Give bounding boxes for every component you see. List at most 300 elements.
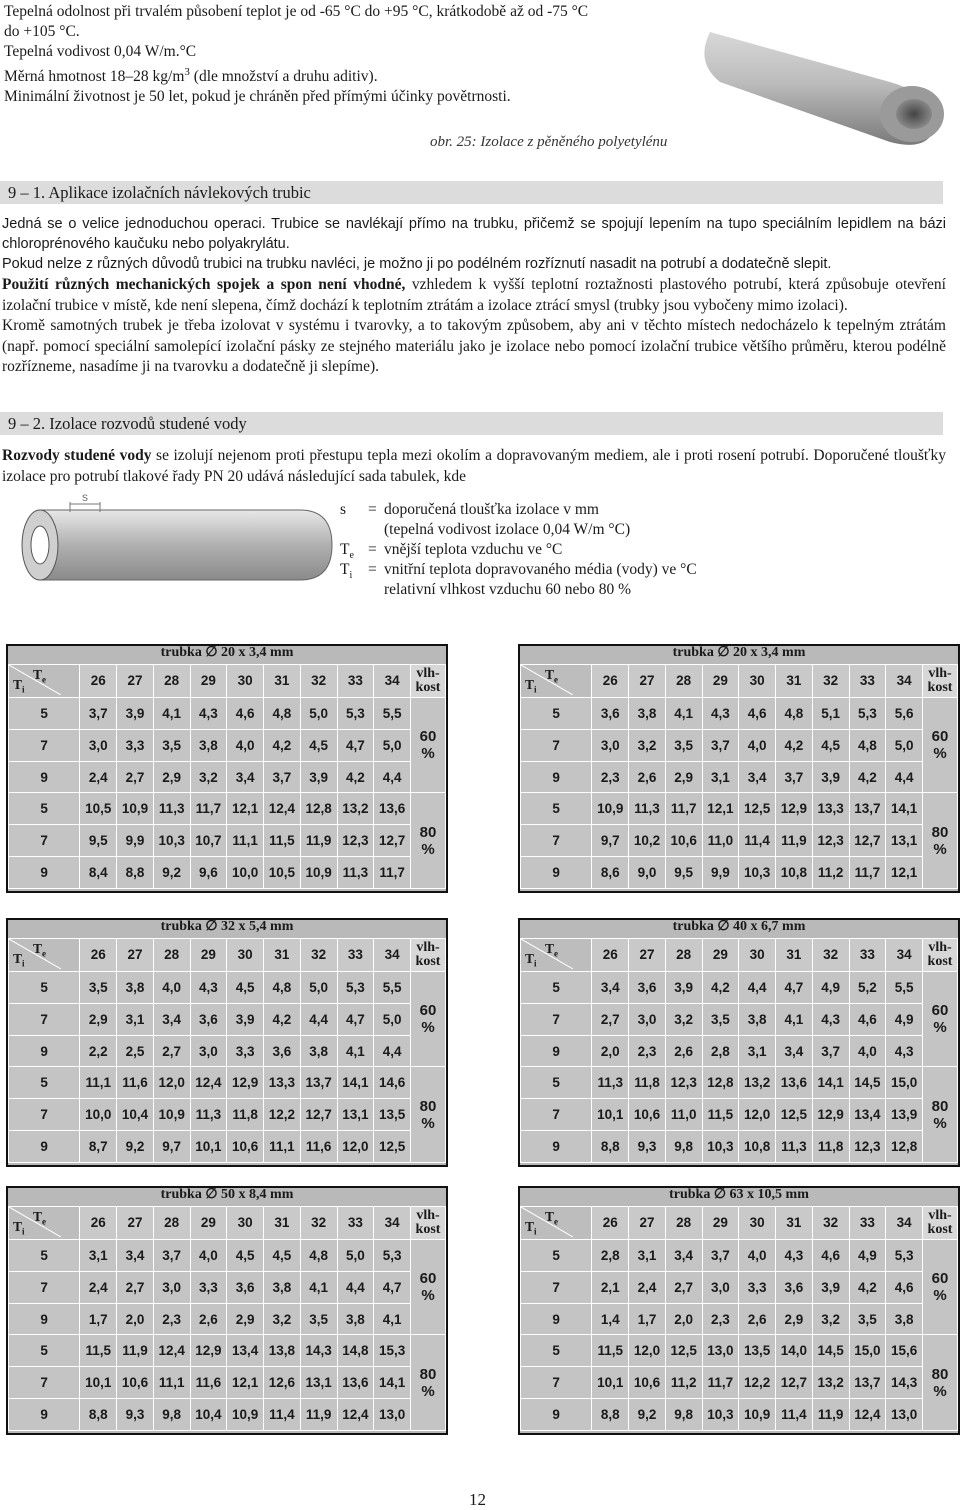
value-cell: 10,7 (190, 825, 227, 857)
table-row (9, 1335, 446, 1367)
definition-symbol: s (340, 501, 347, 518)
te-label: $T_e$ (33, 941, 47, 959)
value-cell: 13,1 (300, 1367, 337, 1399)
value-cell: 4,7 (776, 971, 813, 1003)
value-cell: 12,0 (739, 1099, 776, 1131)
value-cell: 4,4 (374, 1035, 411, 1067)
ti-cell: 7 (9, 1003, 80, 1035)
table-row (9, 1303, 446, 1335)
ti-cell: 5 (9, 793, 80, 825)
value-cell: 3,8 (300, 1035, 337, 1067)
te-header-cell: 27 (117, 939, 154, 972)
value-cell: 4,6 (886, 1271, 923, 1303)
value-cell: 9,7 (153, 1131, 190, 1163)
value-cell: 4,3 (702, 697, 739, 729)
value-cell: 13,5 (374, 1099, 411, 1131)
value-cell: 11,4 (776, 1399, 813, 1431)
value-cell: 12,9 (776, 793, 813, 825)
value-cell: 4,4 (300, 1003, 337, 1035)
humidity-header-cell: vlh-kost (411, 939, 446, 972)
value-cell: 12,3 (665, 1067, 702, 1099)
table-row (521, 1399, 958, 1431)
value-cell: 3,4 (739, 761, 776, 793)
value-cell: 8,8 (592, 1399, 629, 1431)
insulation-table (518, 1186, 960, 1435)
definition-text: vnější teplota vzduchu ve °C (384, 541, 563, 558)
ti-cell: 7 (9, 1271, 80, 1303)
value-cell: 2,1 (592, 1271, 629, 1303)
value-cell: 13,7 (849, 1367, 886, 1399)
value-cell: 10,5 (80, 793, 117, 825)
intro-text (4, 2, 684, 107)
ti-cell: 7 (9, 1099, 80, 1131)
value-cell: 11,3 (776, 1131, 813, 1163)
te-header-cell: 28 (153, 1207, 190, 1240)
definition-text: vnitřní teplota dopravovaného média (vody) ve °C (384, 561, 697, 578)
value-cell: 15,6 (886, 1335, 923, 1367)
value-cell: 3,3 (117, 729, 154, 761)
value-cell: 10,9 (739, 1399, 776, 1431)
value-cell: 2,0 (665, 1303, 702, 1335)
table-row (521, 1003, 958, 1035)
value-cell: 11,3 (153, 793, 190, 825)
value-cell: 4,6 (812, 1239, 849, 1271)
value-cell: 4,5 (812, 729, 849, 761)
value-cell: 10,1 (592, 1367, 629, 1399)
value-cell: 4,6 (739, 697, 776, 729)
value-cell: 12,5 (776, 1099, 813, 1131)
value-cell: 9,3 (629, 1131, 666, 1163)
table-row (9, 1099, 446, 1131)
ti-cell: 9 (9, 1303, 80, 1335)
value-cell: 14,1 (886, 793, 923, 825)
bold-lead: Rozvody studené vody (2, 447, 152, 464)
value-cell: 4,0 (739, 729, 776, 761)
humidity-60-cell: 60 % (411, 697, 446, 793)
value-cell: 10,8 (739, 1131, 776, 1163)
section2-body (2, 446, 946, 487)
value-cell: 11,3 (629, 793, 666, 825)
humidity-80-cell: 80 % (923, 1335, 958, 1431)
value-cell: 11,6 (190, 1367, 227, 1399)
value-cell: 4,2 (776, 729, 813, 761)
value-cell: 3,0 (80, 729, 117, 761)
density-tail: (dle množství a druhu aditiv). (189, 68, 378, 86)
value-cell: 3,8 (629, 697, 666, 729)
humidity-header-cell: vlh-kost (411, 1207, 446, 1240)
table-row (9, 1067, 446, 1099)
value-cell: 4,0 (227, 729, 264, 761)
insulation-table (6, 644, 448, 893)
value-cell: 10,1 (592, 1099, 629, 1131)
value-cell: 2,7 (117, 1271, 154, 1303)
table-row (9, 1239, 446, 1271)
value-cell: 2,9 (776, 1303, 813, 1335)
value-cell: 14,3 (300, 1335, 337, 1367)
value-cell: 10,3 (153, 825, 190, 857)
value-cell: 12,7 (374, 825, 411, 857)
pipe-insulation-diagram (10, 490, 340, 590)
value-cell: 9,2 (153, 857, 190, 889)
value-cell: 12,1 (227, 1367, 264, 1399)
te-header-cell: 27 (629, 939, 666, 972)
value-cell: 13,7 (300, 1067, 337, 1099)
value-cell: 9,5 (80, 825, 117, 857)
value-cell: 2,3 (153, 1303, 190, 1335)
value-cell: 11,9 (300, 825, 337, 857)
ti-cell: 9 (521, 857, 592, 889)
value-cell: 11,7 (665, 793, 702, 825)
value-cell: 11,1 (153, 1367, 190, 1399)
value-cell: 13,3 (264, 1067, 301, 1099)
value-cell: 4,1 (665, 697, 702, 729)
value-cell: 2,6 (739, 1303, 776, 1335)
value-cell: 11,4 (264, 1399, 301, 1431)
value-cell: 12,9 (227, 1067, 264, 1099)
value-cell: 13,2 (812, 1367, 849, 1399)
value-cell: 5,0 (374, 729, 411, 761)
te-header-cell: 29 (190, 1207, 227, 1240)
value-cell: 2,7 (665, 1271, 702, 1303)
value-cell: 11,5 (702, 1099, 739, 1131)
value-cell: 3,2 (665, 1003, 702, 1035)
value-cell: 11,8 (812, 1131, 849, 1163)
value-cell: 3,9 (812, 1271, 849, 1303)
value-cell: 1,7 (629, 1303, 666, 1335)
te-header-cell: 34 (374, 1207, 411, 1240)
humidity-60-cell: 60 % (923, 1239, 958, 1335)
paragraph: Kromě samotných trubek je třeba izolovat v systému i tvarovky, a to takovým způsobem, aby ani v těchto místech nedocházelo k tepelným ztrátám (např. pomocí speciální samolepící izolační pásky ze stejného materiálu jako je izolace nebo pomocí izolační trubice většího průměru, kterou podélně rozřízneme, nasadíme ji na tvarovku a dodatečně ji slepíme). (2, 317, 946, 375)
value-cell: 2,9 (80, 1003, 117, 1035)
value-cell: 12,3 (849, 1131, 886, 1163)
table-header-row (521, 665, 958, 698)
value-cell: 13,6 (776, 1067, 813, 1099)
value-cell: 8,7 (80, 1131, 117, 1163)
value-cell: 10,6 (629, 1367, 666, 1399)
value-cell: 3,7 (702, 1239, 739, 1271)
value-cell: 10,0 (80, 1099, 117, 1131)
ti-label: $T_i$ (525, 677, 537, 695)
table-row (9, 793, 446, 825)
value-cell: 12,4 (153, 1335, 190, 1367)
value-cell: 4,4 (374, 761, 411, 793)
value-cell: 11,3 (337, 857, 374, 889)
value-cell: 12,7 (849, 825, 886, 857)
te-header-cell: 29 (190, 939, 227, 972)
value-cell: 13,0 (374, 1399, 411, 1431)
value-cell: 4,5 (227, 1239, 264, 1271)
te-header-cell: 33 (337, 1207, 374, 1240)
value-cell: 2,9 (153, 761, 190, 793)
value-cell: 11,8 (227, 1099, 264, 1131)
value-cell: 11,1 (80, 1067, 117, 1099)
value-cell: 3,7 (153, 1239, 190, 1271)
te-header-cell: 28 (665, 1207, 702, 1240)
table-row (521, 1303, 958, 1335)
value-cell: 4,8 (300, 1239, 337, 1271)
value-cell: 9,0 (629, 857, 666, 889)
table-row (9, 1131, 446, 1163)
value-cell: 9,3 (117, 1399, 154, 1431)
value-cell: 3,8 (264, 1271, 301, 1303)
te-header-cell: 28 (153, 665, 190, 698)
value-cell: 2,2 (80, 1035, 117, 1067)
value-cell: 3,8 (337, 1303, 374, 1335)
density-text: Měrná hmotnost 18–28 kg/m (4, 68, 185, 86)
value-cell: 2,3 (592, 761, 629, 793)
te-header-cell: 34 (886, 1207, 923, 1240)
table-header-row (9, 939, 446, 972)
ti-cell: 7 (521, 729, 592, 761)
value-cell: 15,0 (849, 1335, 886, 1367)
table-title: trubka ∅ 40 x 6,7 mm (672, 919, 806, 934)
value-cell: 4,3 (190, 971, 227, 1003)
value-cell: 3,7 (776, 761, 813, 793)
ti-cell: 9 (9, 1131, 80, 1163)
thickness-label: s (82, 490, 88, 504)
value-cell: 3,7 (702, 729, 739, 761)
value-cell: 9,5 (665, 857, 702, 889)
ti-cell: 9 (521, 761, 592, 793)
table-row (521, 971, 958, 1003)
value-cell: 8,4 (80, 857, 117, 889)
humidity-60-cell: 60 % (411, 971, 446, 1067)
value-cell: 13,3 (812, 793, 849, 825)
value-cell: 5,6 (886, 697, 923, 729)
ti-cell: 9 (521, 1035, 592, 1067)
table-corner-cell (521, 939, 592, 972)
value-cell: 10,9 (153, 1099, 190, 1131)
value-cell: 3,5 (153, 729, 190, 761)
value-cell: 2,8 (592, 1239, 629, 1271)
section1-body (2, 214, 946, 274)
value-cell: 10,3 (702, 1131, 739, 1163)
bold-lead: Použití různých mechanických spojek a spon není vhodné, (2, 276, 406, 293)
te-header-cell: 28 (665, 939, 702, 972)
table-row (9, 1399, 446, 1431)
table-corner-cell (9, 1207, 80, 1240)
ti-cell: 5 (9, 1239, 80, 1271)
humidity-header-cell: vlh-kost (923, 1207, 958, 1240)
value-cell: 4,0 (153, 971, 190, 1003)
value-cell: 11,1 (227, 825, 264, 857)
table-title: trubka ∅ 63 x 10,5 mm (669, 1187, 809, 1202)
value-cell: 11,7 (374, 857, 411, 889)
ti-label: $T_i$ (13, 677, 25, 695)
value-cell: 5,3 (337, 971, 374, 1003)
value-cell: 5,2 (849, 971, 886, 1003)
value-cell: 8,8 (592, 1131, 629, 1163)
value-cell: 13,0 (886, 1399, 923, 1431)
value-cell: 9,8 (665, 1399, 702, 1431)
ti-cell: 9 (9, 1399, 80, 1431)
value-cell: 9,7 (592, 825, 629, 857)
value-cell: 13,2 (337, 793, 374, 825)
value-cell: 15,3 (374, 1335, 411, 1367)
value-cell: 11,9 (812, 1399, 849, 1431)
paragraph (2, 446, 946, 487)
definition-equals: = (368, 561, 377, 578)
value-cell: 10,4 (190, 1399, 227, 1431)
ti-label: $T_i$ (525, 951, 537, 969)
value-cell: 2,8 (702, 1035, 739, 1067)
value-cell: 5,0 (300, 971, 337, 1003)
ti-cell: 7 (521, 825, 592, 857)
te-header-cell: 31 (776, 665, 813, 698)
value-cell: 10,9 (592, 793, 629, 825)
value-cell: 2,9 (227, 1303, 264, 1335)
value-cell: 10,4 (117, 1099, 154, 1131)
value-cell: 4,0 (849, 1035, 886, 1067)
table-row (9, 971, 446, 1003)
value-cell: 4,2 (264, 729, 301, 761)
te-header-cell: 30 (227, 939, 264, 972)
value-cell: 4,1 (374, 1303, 411, 1335)
te-header-cell: 31 (264, 1207, 301, 1240)
table-row (521, 793, 958, 825)
value-cell: 9,8 (153, 1399, 190, 1431)
table-row (9, 825, 446, 857)
value-cell: 2,6 (665, 1035, 702, 1067)
value-cell: 2,0 (592, 1035, 629, 1067)
definition-text: (tepelná vodivost izolace 0,04 W/m °C) (384, 521, 631, 538)
ti-cell: 7 (521, 1099, 592, 1131)
definition-equals: = (368, 501, 377, 518)
value-cell: 12,9 (190, 1335, 227, 1367)
te-header-cell: 26 (80, 939, 117, 972)
value-cell: 12,1 (702, 793, 739, 825)
value-cell: 3,9 (300, 761, 337, 793)
value-cell: 5,5 (374, 697, 411, 729)
value-cell: 11,1 (264, 1131, 301, 1163)
value-cell: 1,7 (80, 1303, 117, 1335)
value-cell: 11,7 (190, 793, 227, 825)
value-cell: 4,0 (190, 1239, 227, 1271)
value-cell: 11,9 (117, 1335, 154, 1367)
value-cell: 3,1 (702, 761, 739, 793)
value-cell: 13,1 (337, 1099, 374, 1131)
definition-equals: = (368, 541, 377, 558)
te-header-cell: 30 (739, 939, 776, 972)
value-cell: 10,8 (776, 857, 813, 889)
value-cell: 14,3 (886, 1367, 923, 1399)
value-cell: 11,5 (264, 825, 301, 857)
table-grid (520, 1206, 958, 1431)
value-cell: 9,8 (665, 1131, 702, 1163)
value-cell: 5,3 (886, 1239, 923, 1271)
value-cell: 13,6 (337, 1367, 374, 1399)
value-cell: 12,4 (190, 1067, 227, 1099)
value-cell: 3,8 (117, 971, 154, 1003)
te-header-cell: 34 (886, 939, 923, 972)
humidity-80-cell: 80 % (923, 793, 958, 889)
ti-cell: 5 (521, 1067, 592, 1099)
value-cell: 3,4 (776, 1035, 813, 1067)
value-cell: 10,9 (300, 857, 337, 889)
value-cell: 5,3 (849, 697, 886, 729)
figure-caption: obr. 25: Izolace z pěněného polyetylénu (430, 134, 668, 150)
value-cell: 14,5 (812, 1335, 849, 1367)
table-row (9, 1035, 446, 1067)
table-grid (8, 664, 446, 889)
table-header-row (521, 1207, 958, 1240)
table-row (521, 857, 958, 889)
value-cell: 11,9 (300, 1399, 337, 1431)
value-cell: 12,3 (337, 825, 374, 857)
humidity-80-cell: 80 % (411, 793, 446, 889)
value-cell: 5,0 (300, 697, 337, 729)
table-row (521, 761, 958, 793)
value-cell: 12,5 (665, 1335, 702, 1367)
value-cell: 4,2 (849, 1271, 886, 1303)
value-cell: 3,8 (739, 1003, 776, 1035)
value-cell: 4,3 (812, 1003, 849, 1035)
table-grid (520, 938, 958, 1163)
value-cell: 3,5 (702, 1003, 739, 1035)
te-label: $T_e$ (545, 1209, 559, 1227)
value-cell: 13,7 (849, 793, 886, 825)
value-cell: 12,0 (153, 1067, 190, 1099)
value-cell: 11,2 (665, 1367, 702, 1399)
intro-line: do +105 °C. (4, 23, 80, 40)
value-cell: 12,2 (739, 1367, 776, 1399)
density-exponent: 3 (184, 66, 190, 78)
value-cell: 11,7 (849, 857, 886, 889)
value-cell: 4,0 (739, 1239, 776, 1271)
ti-cell: 9 (521, 1399, 592, 1431)
table-row (9, 729, 446, 761)
value-cell: 14,5 (849, 1067, 886, 1099)
te-header-cell: 26 (592, 939, 629, 972)
value-cell: 5,1 (812, 697, 849, 729)
value-cell: 13,5 (739, 1335, 776, 1367)
value-cell: 14,1 (812, 1067, 849, 1099)
table-row (9, 1271, 446, 1303)
te-header-cell: 31 (264, 939, 301, 972)
value-cell: 4,1 (300, 1271, 337, 1303)
value-cell: 9,9 (702, 857, 739, 889)
value-cell: 3,3 (227, 1035, 264, 1067)
value-cell: 10,0 (227, 857, 264, 889)
table-row (521, 1035, 958, 1067)
te-header-cell: 34 (886, 665, 923, 698)
insulation-table (518, 918, 960, 1167)
te-header-cell: 27 (117, 665, 154, 698)
value-cell: 11,5 (80, 1335, 117, 1367)
ti-cell: 7 (521, 1367, 592, 1399)
table-row (521, 1239, 958, 1271)
te-header-cell: 30 (227, 665, 264, 698)
value-cell: 3,3 (739, 1271, 776, 1303)
te-header-cell: 32 (812, 665, 849, 698)
table-title: trubka ∅ 20 x 3,4 mm (160, 645, 294, 660)
value-cell: 4,8 (264, 697, 301, 729)
value-cell: 4,7 (374, 1271, 411, 1303)
value-cell: 13,0 (702, 1335, 739, 1367)
value-cell: 10,2 (629, 825, 666, 857)
value-cell: 2,4 (80, 761, 117, 793)
value-cell: 12,5 (739, 793, 776, 825)
value-cell: 3,0 (702, 1271, 739, 1303)
ti-label: $T_i$ (525, 1219, 537, 1237)
te-header-cell: 30 (739, 1207, 776, 1240)
value-cell: 10,9 (227, 1399, 264, 1431)
value-cell: 2,3 (629, 1035, 666, 1067)
humidity-60-cell: 60 % (411, 1239, 446, 1335)
value-cell: 8,6 (592, 857, 629, 889)
value-cell: 2,3 (702, 1303, 739, 1335)
humidity-header-cell: vlh-kost (411, 665, 446, 698)
